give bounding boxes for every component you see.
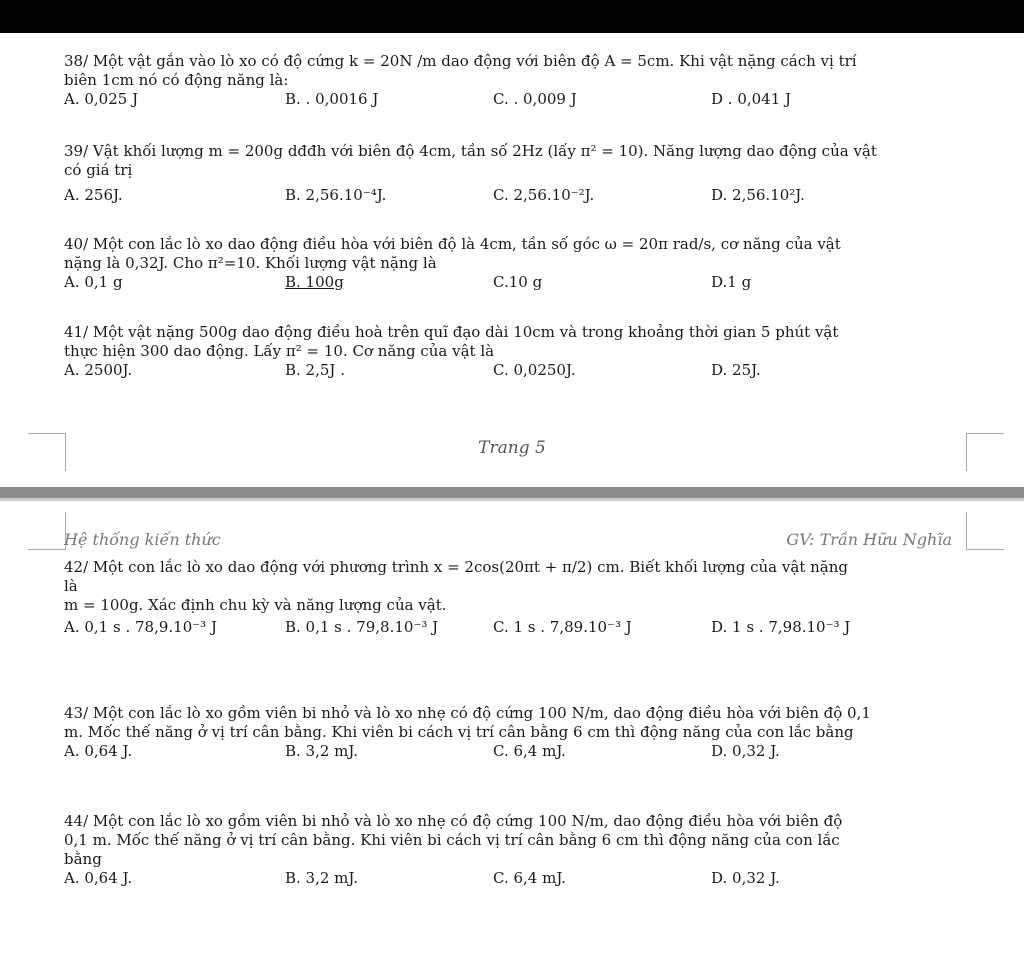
answer-options <box>64 90 964 109</box>
question-38 <box>64 52 964 109</box>
option-b[interactable]: B. 3,2 mJ. <box>285 869 359 887</box>
question-44 <box>64 812 964 888</box>
option-d[interactable]: D. 2,56.10²J. <box>711 186 805 204</box>
option-a[interactable]: A. 0,1 g <box>64 273 123 291</box>
question-stem: 39/ Vật khối lượng m = 200g dđđh với biên độ 4cm, tần số 2Hz (lấy π² = 10). Năng lượng dao động của vật có giá trị <box>64 142 877 179</box>
option-c[interactable]: C. 6,4 mJ. <box>493 869 566 887</box>
option-b[interactable]: B. 3,2 mJ. <box>285 742 359 760</box>
option-c[interactable]: C. 6,4 mJ. <box>493 742 566 760</box>
page-corner-mark <box>28 512 66 550</box>
question-stem: 40/ Một con lắc lò xo dao động điều hòa với biên độ là 4cm, tần số góc ω = 20π rad/s, cơ năng của vật nặng là 0,32J. Cho π²=10. Khối lượng vật nặng là <box>64 235 841 272</box>
option-b[interactable]: B. 2,5J . <box>285 361 345 379</box>
answer-options <box>64 742 964 761</box>
page-header-left: Hệ thống kiến thức <box>64 530 221 549</box>
top-black-bar <box>0 0 1024 33</box>
page-header-right: GV: Trần Hữu Nghĩa <box>786 530 952 549</box>
option-a[interactable]: A. 0,1 s . 78,9.10⁻³ J <box>64 618 217 636</box>
option-a[interactable]: A. 0,025 J <box>64 90 139 108</box>
option-d[interactable]: D.1 g <box>711 273 752 291</box>
option-d[interactable]: D. 0,32 J. <box>711 869 780 887</box>
option-a[interactable]: A. 256J. <box>64 186 123 204</box>
page-separator-shadow <box>0 498 1024 501</box>
answer-options <box>64 361 964 380</box>
option-a[interactable]: A. 2500J. <box>64 361 133 379</box>
question-43 <box>64 704 964 761</box>
question-stem: 44/ Một con lắc lò xo gồm viên bi nhỏ và lò xo nhẹ có độ cứng 100 N/m, dao động điều hòa với biên độ 0,1 m. Mốc thế năng ở vị trí cân bằng. Khi viên bi cách vị trí cân bằng 6 cm thì động năng của con lắc bằng <box>64 812 843 868</box>
option-c[interactable]: C. . 0,009 J <box>493 90 577 108</box>
option-b[interactable]: B. . 0,0016 J <box>285 90 379 108</box>
option-a[interactable]: A. 0,64 J. <box>64 742 133 760</box>
question-39 <box>64 142 964 205</box>
option-b[interactable]: B. 0,1 s . 79,8.10⁻³ J <box>285 618 439 636</box>
question-stem: 38/ Một vật gắn vào lò xo có độ cứng k = 20N /m dao động với biên độ A = 5cm. Khi vật nặng cách vị trí biên 1cm nó có động năng là: <box>64 52 857 89</box>
option-c[interactable]: C.10 g <box>493 273 543 291</box>
question-42 <box>64 558 964 637</box>
option-d[interactable]: D. 25J. <box>711 361 761 379</box>
question-40 <box>64 235 964 292</box>
page-footer: Trang 5 <box>478 438 546 458</box>
question-41 <box>64 323 964 380</box>
answer-options <box>64 618 964 637</box>
option-d[interactable]: D . 0,041 J <box>711 90 792 108</box>
option-c[interactable]: C. 1 s . 7,89.10⁻³ J <box>493 618 632 636</box>
answer-options <box>64 186 964 205</box>
option-d[interactable]: D. 1 s . 7,98.10⁻³ J <box>711 618 851 636</box>
question-stem: 41/ Một vật nặng 500g dao động điều hoà trên quĩ đạo dài 10cm và trong khoảng thời gian 5 phút vật thực hiện 300 dao động. Lấy π² = 10. Cơ năng của vật là <box>64 323 839 360</box>
answer-options <box>64 273 964 292</box>
option-c[interactable]: C. 2,56.10⁻²J. <box>493 186 595 204</box>
option-b[interactable]: B. 100g <box>285 273 344 291</box>
option-c[interactable]: C. 0,0250J. <box>493 361 576 379</box>
option-a[interactable]: A. 0,64 J. <box>64 869 133 887</box>
question-stem: 43/ Một con lắc lò xo gồm viên bi nhỏ và lò xo nhẹ có độ cứng 100 N/m, dao động điều hòa với biên độ 0,1 m. Mốc thế năng ở vị trí cân bằng. Khi viên bi cách vị trí cân bằng 6 cm thì động năng của con lắc bằng <box>64 704 871 741</box>
page-corner-mark <box>966 512 1004 550</box>
option-b[interactable]: B. 2,56.10⁻⁴J. <box>285 186 387 204</box>
answer-options <box>64 869 964 888</box>
question-stem: 42/ Một con lắc lò xo dao động với phương trình x = 2cos(20πt + π/2) cm. Biết khối lượng của vật nặng là m = 100g. Xác định chu kỳ và năng lượng của vật. <box>64 558 848 614</box>
page-separator <box>0 487 1024 498</box>
option-d[interactable]: D. 0,32 J. <box>711 742 780 760</box>
